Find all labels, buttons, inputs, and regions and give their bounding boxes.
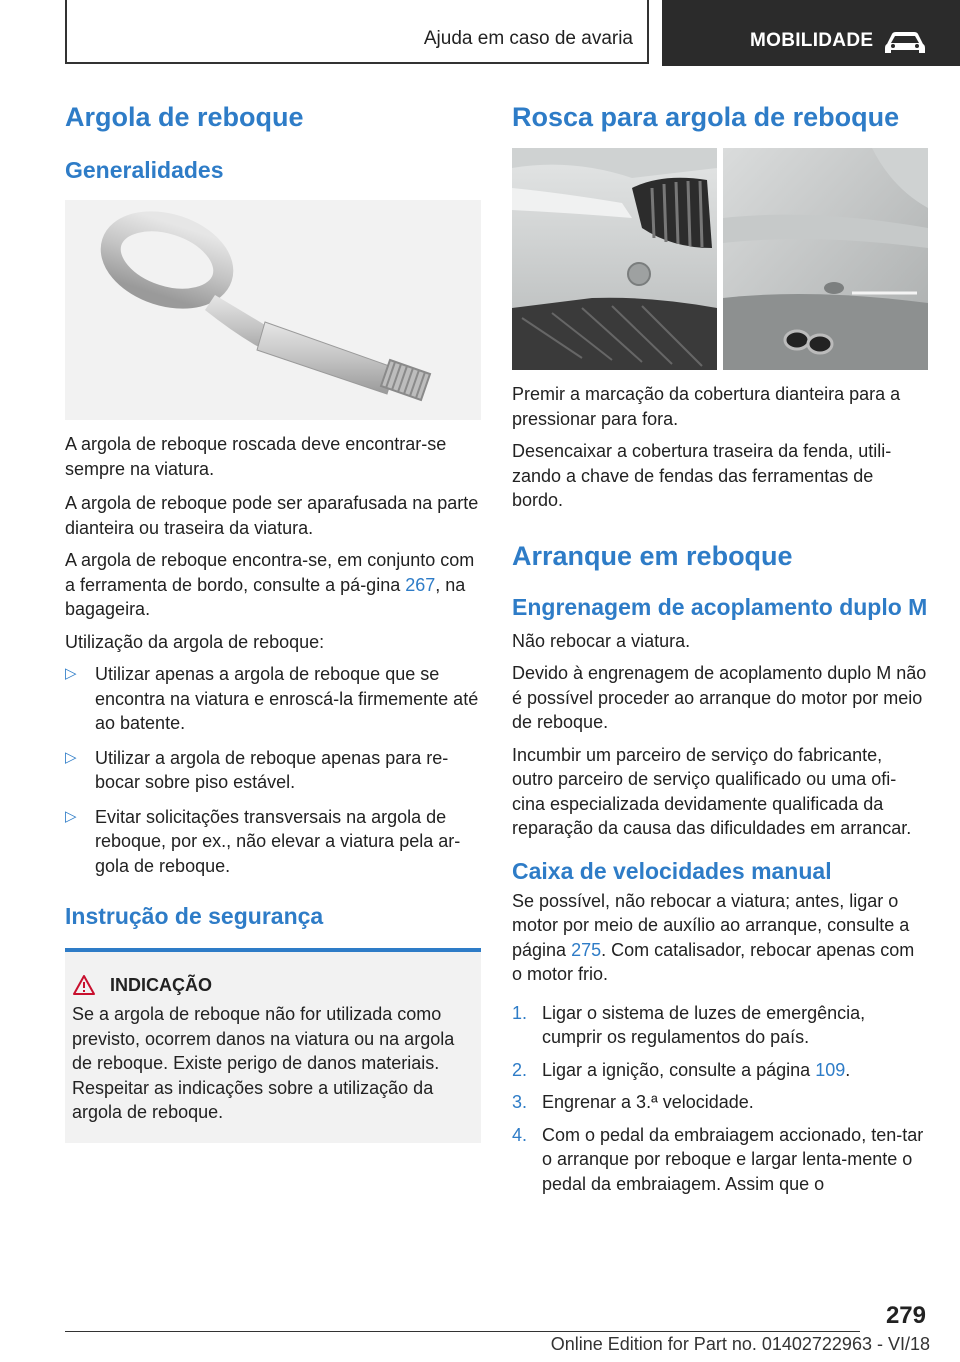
- right-paragraph-5: Incumbir um parceiro de serviço do fabricante, outro parceiro de serviço qualificado ou uma ofi-cina especializada devidamente qualificada da reparação da causa das dificuldades em arrancar.: [512, 744, 912, 838]
- left-paragraph-3-text: A argola de reboque encontra-se, em conjunto com a ferramenta de bordo, consulte a pá-gina: [65, 550, 475, 595]
- notice-title: INDICAÇÃO: [110, 974, 212, 995]
- step-number: 3.: [512, 1092, 528, 1112]
- right-paragraph-2: Desencaixar a cobertura traseira da fenda, utili-zando a chave de fendas das ferramentas de bordo.: [512, 441, 892, 510]
- step-text-tail: .: [845, 1059, 851, 1080]
- safety-heading: Instrução de segurança: [65, 903, 324, 929]
- step-number: 2.: [512, 1059, 528, 1080]
- left-paragraph-1: A argola de reboque roscada deve encontrar-se sempre na viatura.: [65, 434, 447, 479]
- right-title: Rosca para argola de reboque: [512, 102, 900, 132]
- bumper-photo: [512, 148, 928, 370]
- list-item: [512, 1090, 928, 1115]
- step-text: Ligar a ignição, consulte a página: [542, 1059, 816, 1080]
- right-paragraph-6: [512, 889, 928, 987]
- footer-divider: [65, 1331, 860, 1332]
- tow-eye-image: [65, 200, 481, 420]
- right-title-2: Arranque em reboque: [512, 540, 793, 571]
- list-item: [512, 1001, 928, 1050]
- manual-gearbox-heading: Caixa de velocidades manual: [512, 857, 832, 884]
- right-paragraph-3: Não rebocar a viatura.: [512, 630, 691, 651]
- left-subtitle: Generalidades: [65, 157, 224, 183]
- left-column: [65, 100, 481, 1143]
- footer-edition: Online Edition for Part no. 01402722963 - VI/18: [550, 1334, 930, 1354]
- header-section-title: Ajuda em caso de avaria: [423, 28, 633, 49]
- right-paragraph-6-tail: . Com catalisador, rebocar apenas com o motor frio.: [512, 939, 915, 984]
- right-paragraph-6-text: Se possível, não rebocar a viatura; antes, ligar o motor por meio de auxílio ao arranque, consulte a página: [512, 890, 910, 960]
- list-item: [65, 662, 481, 736]
- page-link-275[interactable]: 275: [571, 939, 602, 960]
- bullet-text: Utilizar a argola de reboque apenas para re-bocar sobre piso estável.: [95, 747, 449, 792]
- triangle-bullet-icon: ▷: [65, 807, 77, 825]
- header-section-box: [65, 0, 649, 64]
- page-number: 279: [885, 1302, 926, 1329]
- usage-bullet-list: [65, 662, 481, 878]
- notice-header: [72, 974, 473, 996]
- car-icon: [884, 30, 926, 56]
- steps-list: [512, 1001, 928, 1197]
- step-text: Com o pedal da embraiagem accionado, ten-tar o arranque por reboque e largar lenta-mente o pedal da embraiagem. Assim que o: [542, 1124, 924, 1194]
- list-item: [512, 1058, 928, 1083]
- page-link-109[interactable]: 109: [815, 1059, 846, 1080]
- notice-text: Se a argola de reboque não for utilizada como previsto, ocorrem danos na viatura ou na argola de reboque. Existe perigo de danos materiais. Respeitar as indicações sobre a utilização da argola de reboque.: [72, 1004, 455, 1122]
- page-link-267[interactable]: 267: [405, 574, 436, 595]
- bullet-text: Utilizar apenas a argola de reboque que se encontra na viatura e enroscá-la firmemente até ao batente.: [95, 664, 479, 733]
- header-chapter-box: [662, 0, 960, 66]
- list-item: [65, 805, 481, 879]
- left-paragraph-4: Utilização da argola de reboque:: [65, 631, 325, 652]
- triangle-bullet-icon: ▷: [65, 748, 77, 766]
- header-chapter-title: MOBILIDADE: [750, 30, 874, 51]
- right-column: [512, 100, 928, 1204]
- warning-triangle-icon: [72, 974, 96, 996]
- left-paragraph-3: [65, 548, 481, 622]
- list-item: [65, 746, 481, 795]
- step-number: 1.: [512, 1002, 528, 1023]
- bullet-text: Evitar solicitações transversais na argola de reboque, por ex., não elevar a viatura pela ar-gola de reboque.: [95, 806, 461, 876]
- right-paragraph-4: Devido à engrenagem de acoplamento duplo M não é possível proceder ao arranque do motor por meio de reboque.: [512, 663, 927, 732]
- right-paragraph-1: Premir a marcação da cobertura dianteira para a pressionar para fora.: [512, 384, 901, 429]
- list-item: [512, 1123, 928, 1197]
- left-paragraph-3-tail: , na bagageira.: [65, 574, 466, 619]
- step-text: Ligar o sistema de luzes de emergência, cumprir os regulamentos do país.: [542, 1002, 866, 1047]
- left-title: Argola de reboque: [65, 102, 304, 132]
- step-number: 4.: [512, 1124, 528, 1145]
- left-paragraph-2: A argola de reboque pode ser aparafusada na parte dianteira ou traseira da viatura.: [65, 493, 479, 538]
- step-text: Engrenar a 3.ª velocidade.: [542, 1092, 754, 1112]
- notice-box: [65, 948, 481, 1143]
- dual-clutch-heading: Engrenagem de acoplamento duplo M: [512, 593, 928, 620]
- triangle-bullet-icon: ▷: [65, 665, 77, 682]
